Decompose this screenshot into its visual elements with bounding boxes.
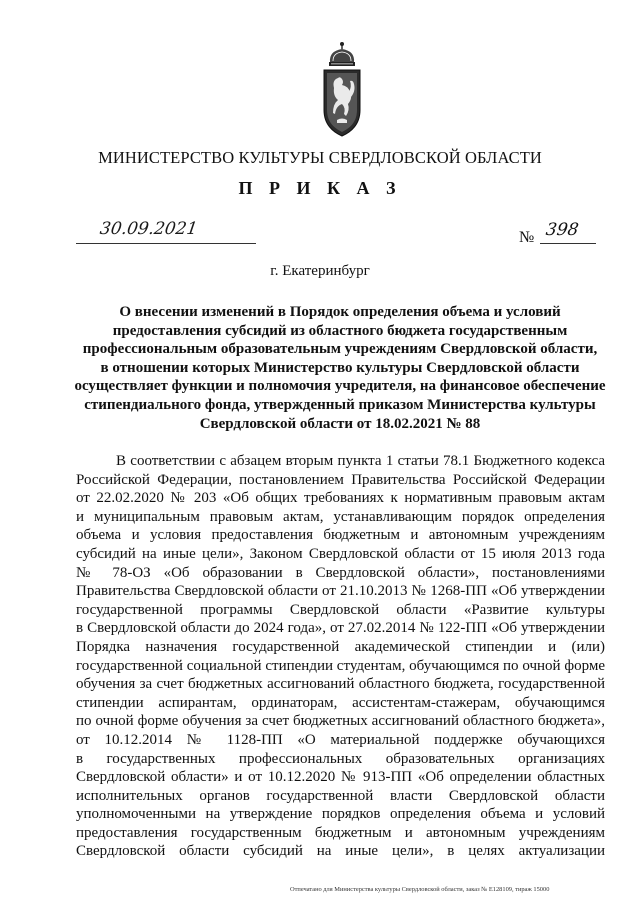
document-type: П Р И К А З	[238, 178, 402, 198]
body-line: по очной форме обучения за счет бюджетных ассигнований областного бюджета»,	[76, 713, 605, 730]
body-line: в Свердловской области до 2024 года», от 27.02.2014 № 122-ПП «Об утверждении	[76, 620, 605, 637]
body-paragraph	[76, 452, 605, 861]
handwritten-number: 398	[544, 220, 580, 240]
title-line: в отношении которых Министерство культуры Свердловской области	[100, 359, 580, 376]
body-line: Свердловской области субсидий на иные цели», в целях актуализации	[76, 843, 605, 860]
title-line: Свердловской области от 18.02.2021 № 88	[199, 415, 481, 432]
body-line: Свердловской области» и от 10.12.2020 № 913-ПП «Об определении областных	[76, 769, 605, 786]
body-line: субсидий на иные цели», Законом Свердловской области от 15 июля 2013 года	[76, 545, 605, 562]
body-line: Порядка назначения государственной академической стипендии и (или)	[76, 638, 605, 655]
city: г. Екатеринбург	[270, 263, 370, 279]
number-label: №	[519, 229, 535, 246]
body-line: предоставления государственным бюджетным и автономным учреждениям	[76, 824, 605, 841]
title-line: осуществляет функции и полномочия учредителя, на финансовое обеспечение	[74, 378, 606, 395]
title-line: стипендиального фонда, утвержденный приказом Министерства культуры	[84, 396, 596, 413]
body-line: от 10.12.2014 № 1128-ПП «О материальной поддержке обучающихся	[76, 731, 605, 748]
body-line: государственной социальной стипендии студентам, обучающимся по очной форме	[76, 657, 605, 674]
ministry-name: МИНИСТЕРСТВО КУЛЬТУРЫ СВЕРДЛОВСКОЙ ОБЛАСТИ	[98, 148, 542, 167]
body-line: обучения за счет бюджетных ассигнований областного бюджета, государственной	[76, 676, 605, 693]
title-line: профессиональным образовательным учреждениям Свердловской области,	[82, 341, 598, 358]
date-field	[76, 219, 256, 244]
body-line: № 78-ОЗ «Об образовании в Свердловской области», постановлениями	[76, 564, 605, 581]
print-footer: Отпечатано для Министерства культуры Свердловской области, заказ № Е128109, тираж 15000	[290, 886, 550, 893]
body-line: в государственных профессиональных образовательных организациях	[76, 750, 605, 767]
body-line: стипендии аспирантам, ординаторам, ассистентам-стажерам, обучающимся	[76, 694, 605, 711]
body-line: В соответствии с абзацем вторым пункта 1 статьи 78.1 Бюджетного кодекса	[116, 453, 605, 469]
order-title	[64, 303, 616, 433]
body-line: объема и условия предоставления бюджетным и автономным учреждениям	[76, 527, 605, 544]
crown-icon	[329, 42, 355, 66]
title-line: предоставления субсидий из областного бюджета государственным	[112, 322, 568, 339]
body-line: Правительства Свердловской области от 21.10.2013 № 1268-ПП «Об утверждении	[76, 583, 605, 600]
coat-of-arms-icon	[320, 40, 364, 140]
body-line: от 22.02.2020 № 203 «Об общих требованиях к нормативным правовым актам	[76, 490, 605, 507]
number-field	[540, 220, 596, 244]
body-line: государственной программы Свердловской области «Развитие культуры	[76, 601, 605, 618]
handwritten-date: 30.09.2021	[98, 219, 199, 239]
body-line: исполнительных органов государственной власти Свердловской области	[76, 787, 605, 804]
title-line: О внесении изменений в Порядок определения объема и условий	[119, 304, 561, 320]
body-line: уполномоченными на утверждение порядков определения объема и условий	[76, 806, 605, 823]
body-line: и муниципальным правовым актам, устанавливающим порядок определения	[76, 508, 605, 525]
body-line: Российской Федерации, постановлением Правительства Российской Федерации	[76, 471, 605, 488]
